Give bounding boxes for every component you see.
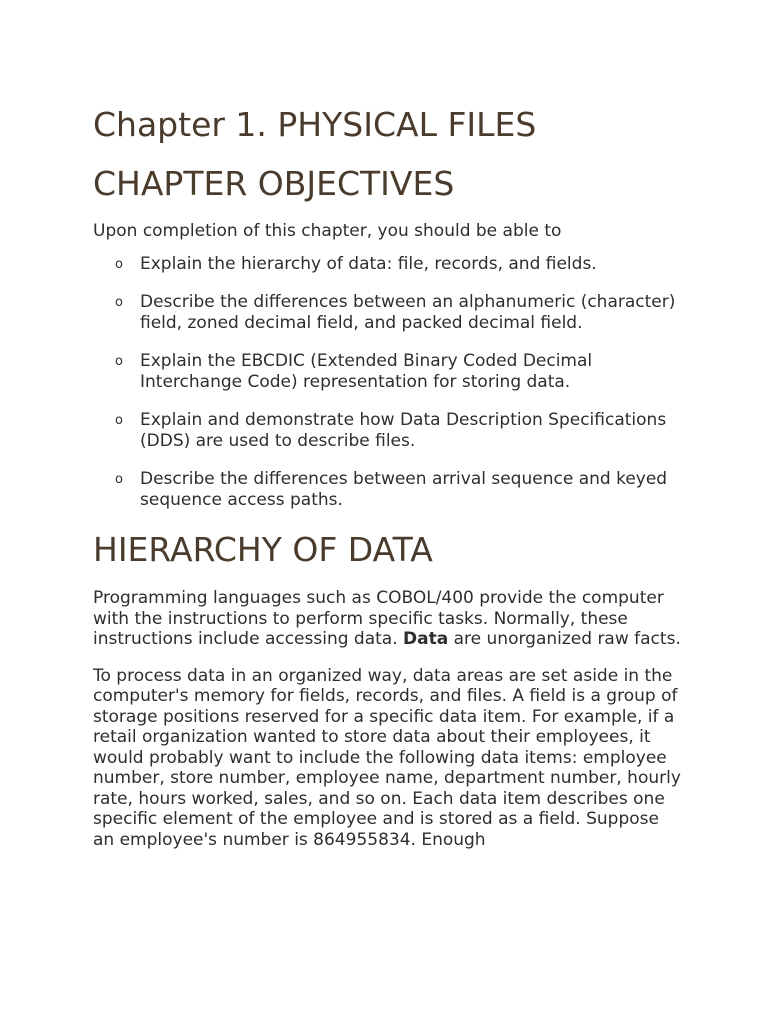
objective-item — [93, 469, 683, 511]
hierarchy-heading: HIERARCHY OF DATA — [93, 530, 433, 569]
objective-item — [93, 292, 683, 334]
circle-bullet-icon: o — [115, 295, 123, 310]
objective-text: Explain and demonstrate how Data Description Specifications (DDS) are used to describe files. — [140, 410, 667, 451]
objectives-intro: Upon completion of this chapter, you should be able to — [93, 221, 562, 241]
document-page — [93, 103, 683, 850]
objective-item — [93, 351, 683, 393]
circle-bullet-icon: o — [115, 257, 123, 272]
circle-bullet-icon: o — [115, 354, 123, 369]
objective-text: Explain the EBCDIC (Extended Binary Coded Decimal Interchange Code) representation for storing data. — [140, 351, 593, 392]
objective-item — [93, 254, 683, 275]
objectives-heading: CHAPTER OBJECTIVES — [93, 164, 455, 203]
paragraph-data-areas: To process data in an organized way, data areas are set aside in the computer's memory for fields, records, and files. A field is a group of storage positions reserved for a specific data item. For example, if a retail organization wanted to store data about their employees, it would probably want to include the following data items: employee number, store number, employee name, department number, hourly rate, hours worked, sales, and so on. Each data item describes one specific element of the employee and is stored as a field. Suppose an employee's number is 864955834. Enough — [93, 665, 681, 850]
paragraph-intro-text: Programming languages such as COBOL/400 provide the computer with the instructions to perform specific tasks. Normally, these instructions include accessing data. — [93, 588, 664, 649]
objectives-list — [93, 254, 683, 511]
paragraph-intro-end: are unorganized raw facts. — [448, 629, 681, 649]
chapter-title: Chapter 1. PHYSICAL FILES — [93, 105, 537, 144]
paragraph-intro — [93, 588, 683, 650]
data-term: Data — [403, 629, 449, 649]
circle-bullet-icon: o — [115, 413, 123, 428]
circle-bullet-icon: o — [115, 472, 123, 487]
objective-item — [93, 410, 683, 452]
objective-text: Explain the hierarchy of data: file, records, and fields. — [140, 254, 597, 274]
objective-text: Describe the differences between arrival sequence and keyed sequence access paths. — [140, 469, 668, 510]
objective-text: Describe the differences between an alphanumeric (character) field, zoned decimal field, and packed decimal field. — [140, 292, 676, 333]
